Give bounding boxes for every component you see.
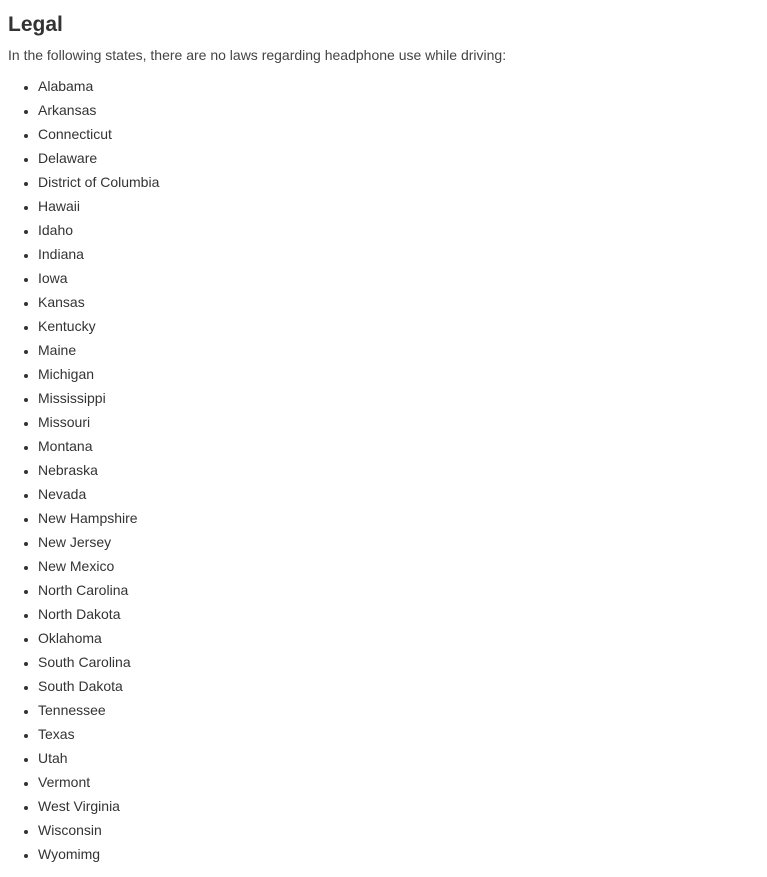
list-item: • Montana	[38, 434, 759, 458]
list-item: • Delaware	[38, 146, 759, 170]
list-item: • South Dakota	[38, 674, 759, 698]
list-item: • Texas	[38, 722, 759, 746]
section-title: Legal	[8, 13, 63, 36]
list-item: • New Hampshire	[38, 506, 759, 530]
list-item: • Indiana	[38, 242, 759, 266]
list-item: • Connecticut	[38, 122, 759, 146]
list-item: • Maine	[38, 338, 759, 362]
list-item: • South Carolina	[38, 650, 759, 674]
state-list	[8, 74, 759, 866]
list-item: • Missouri	[38, 410, 759, 434]
list-item: • Wisconsin	[38, 818, 759, 842]
list-item: • Mississippi	[38, 386, 759, 410]
list-item: • Idaho	[38, 218, 759, 242]
list-item: • Utah	[38, 746, 759, 770]
list-item: • North Dakota	[38, 602, 759, 626]
list-item: • Iowa	[38, 266, 759, 290]
intro-text: In the following states, there are no laws regarding headphone use while driving:	[8, 47, 507, 63]
list-item: • Arkansas	[38, 98, 759, 122]
list-item: • Tennessee	[38, 698, 759, 722]
list-item: • New Mexico	[38, 554, 759, 578]
list-item: • Kansas	[38, 290, 759, 314]
list-item: • Vermont	[38, 770, 759, 794]
list-item: • North Carolina	[38, 578, 759, 602]
list-item: • Kentucky	[38, 314, 759, 338]
list-item: • Hawaii	[38, 194, 759, 218]
list-item: • New Jersey	[38, 530, 759, 554]
list-item: • District of Columbia	[38, 170, 759, 194]
list-item: • Nevada	[38, 482, 759, 506]
list-item: • Nebraska	[38, 458, 759, 482]
list-item: • West Virginia	[38, 794, 759, 818]
list-item: • Michigan	[38, 362, 759, 386]
list-item: • Oklahoma	[38, 626, 759, 650]
list-item: • Wyomimg	[38, 842, 759, 866]
list-item: • Alabama	[38, 74, 759, 98]
